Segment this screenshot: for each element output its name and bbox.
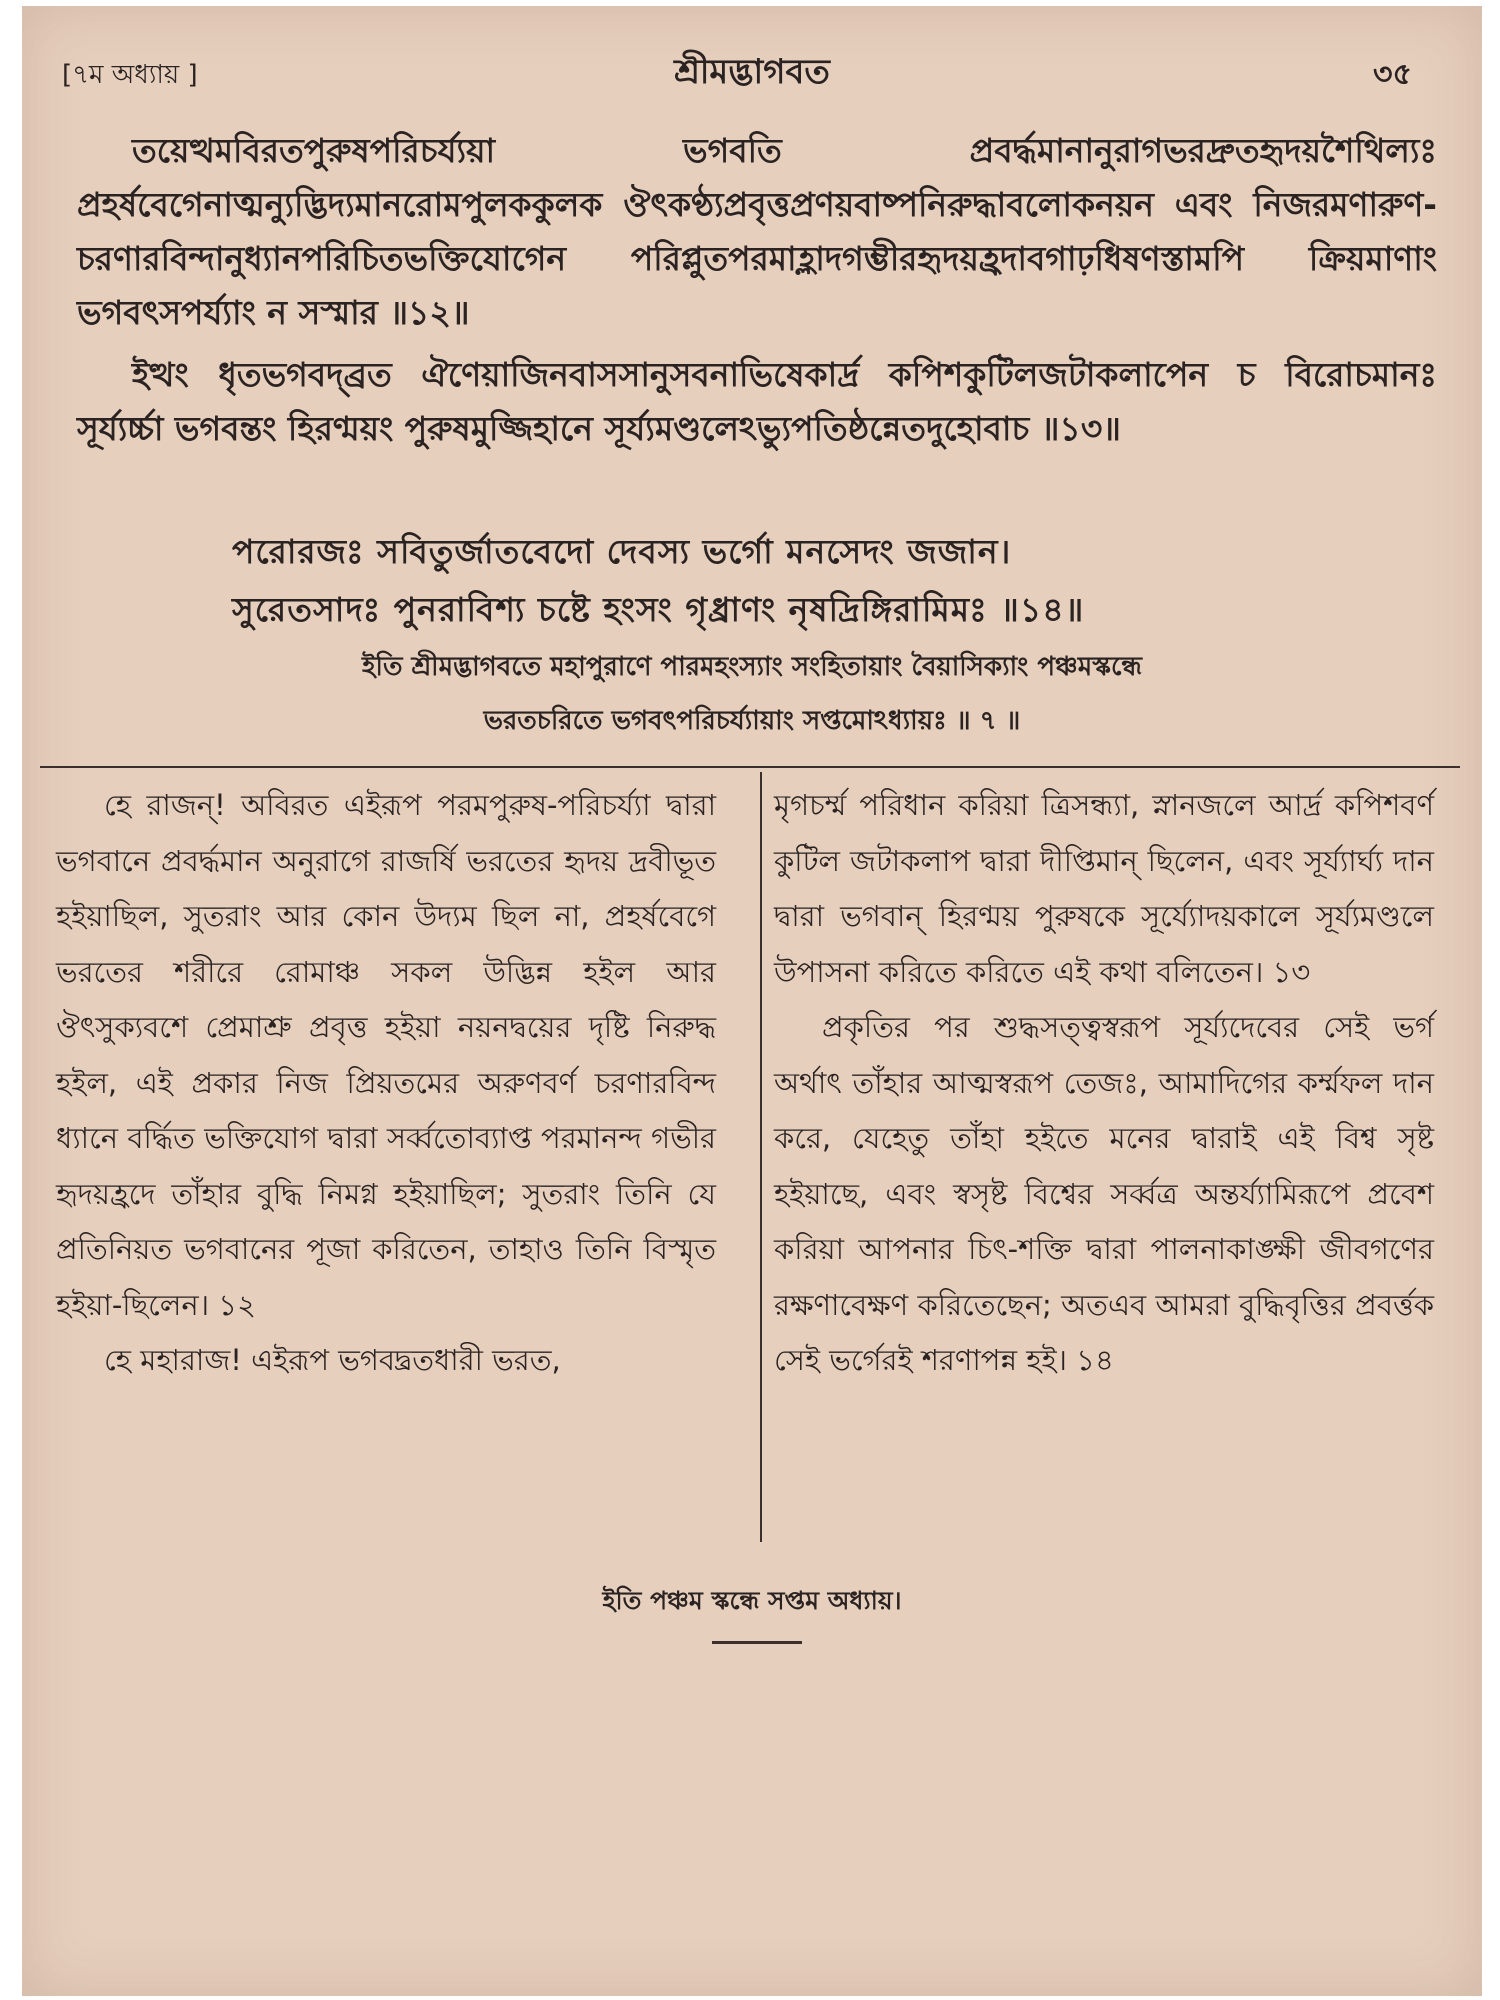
translation-paragraph-12: হে রাজন্! অবিরত এইরূপ পরমপুরুষ-পরিচর্য্যা দ্বারা ভগবানে প্রবর্দ্ধমান অনুরাগে রাজর্ষি ভরতের হৃদয় দ্রবীভূত হইয়াছিল, সুতরাং আর কোন উদ্যম ছিল না, প্রহর্ষবেগে ভরতের শরীরে রোমাঞ্চ সকল উদ্ভিন্ন হইল আর ঔৎসুক্যবশে প্রেমাশ্রু প্রবৃত্ত হইয়া নয়নদ্বয়ের দৃষ্টি নিরুদ্ধ হইল, এই প্রকার নিজ প্রিয়তমের অরুণবর্ণ চরণারবিন্দ ধ্যানে বর্দ্ধিত ভক্তিযোগ দ্বারা সর্ব্বতোব্যাপ্ত পরমানন্দ গভীর হৃদয়হ্রদে তাঁহার বুদ্ধি নিমগ্ন হইয়াছিল; সুতরাং তিনি যে প্রতিনিয়ত ভগবানের পূজা করিতেন, তাহাও তিনি বিস্মৃত হইয়া-ছিলেন। ১২ — [56, 788, 716, 1322]
sloka-line-2: সুরেতসাদঃ পুনরাবিশ্য চষ্টে হংসং গৃধ্রাণং নৃষদ্রিঙ্গিরামিমঃ ॥১৪॥ — [232, 590, 1085, 629]
chapter-label: [৭ম অধ্যায় ] — [62, 60, 198, 90]
colophon-line-2: ভরতচরিতে ভগবৎপরিচর্য্যায়াং সপ্তমোঽধ্যায়ঃ ॥ ৭ ॥ — [483, 706, 1021, 736]
page-header — [42, 46, 1462, 106]
chapter-end-note: ইতি পঞ্চম স্কন্ধে সপ্তম অধ্যায়। — [602, 1586, 902, 1615]
verse-13: ইত্থং ধৃতভগবদ্‌ব্রত ঐণেয়াজিনবাসসানুসবনাভিষেকার্দ্র কপিশকুটিলজটাকলাপেন চ বিরোচমানঃ সূর্য্যর্চ্চা ভগবন্তং হিরণ্ময়ং পুরুষমুজ্জিহানে সূর্য্যমণ্ডলেঽভ্যুপতিষ্ঠন্নেতদুহোবাচ ॥১৩॥ — [77, 355, 1437, 448]
book-page — [22, 6, 1482, 1996]
end-rule — [712, 1641, 802, 1644]
sloka-line-1: পরোরজঃ সবিতুর্জাতবেদো দেবস্য ভর্গো মনসেদং জজান। — [232, 532, 1012, 571]
translation-paragraph-14: প্রকৃতির পর শুদ্ধসত্ত্বস্বরূপ সূর্য্যদেবের সেই ভর্গ অর্থাৎ তাঁহার আত্মস্বরূপ তেজঃ, আমাদিগের কর্ম্মফল দান করে, যেহেতু তাঁহা হইতে মনের দ্বারাই এই বিশ্ব সৃষ্ট হইয়াছে, এবং স্বসৃষ্ট বিশ্বের সর্ব্বত্র অন্তর্য্যামিরূপে প্রবেশ করিয়া আপনার চিৎ-শক্তি দ্বারা পালনাকাঙ্ক্ষী জীবগণের রক্ষণাবেক্ষণ করিতেছেন; অতএব আমরা বুদ্ধিবৃত্তির প্রবর্ত্তক সেই ভর্গেরই শরণাপন্ন হই। ১৪ — [774, 1010, 1434, 1377]
page-title: শ্রীমদ্ভাগবত — [674, 52, 830, 92]
page-number: ৩৫ — [1373, 57, 1412, 92]
column-divider — [760, 772, 762, 1542]
verse-12: তয়েত্থমবিরতপুরুষপরিচর্য্যয়া ভগবতি প্রবর্দ্ধমানানুরাগভরদ্রুতহৃদয়শৈথিল্যঃ প্রহর্ষবেগেনাত্মন্যুদ্ভিদ্যমানরোমপুলককুলক ঔৎকণ্ঠ্যপ্রবৃত্তপ্রণয়বাষ্পনিরুদ্ধাবলোকনয়ন এবং নিজরমণারুণ-চরণারবিন্দানুধ্যানপরিচিতভক্তিযোগেন পরিপ্লুতপরমাহ্লাদগম্ভীরহৃদয়হ্রদাবগাঢ়ধিষণস্তামপি ক্রিয়মাণাং ভগবৎসপর্য্যাং ন সস্মার ॥১২॥ — [77, 131, 1437, 332]
translation-left-column — [56, 778, 716, 1389]
translation-right-column — [774, 778, 1434, 1389]
colophon-line-1: ইতি শ্রীমদ্ভাগবতে মহাপুরাণে পারমহংস্যাং সংহিতায়াং বৈয়াসিক্যাং পঞ্চমস্কন্ধে — [362, 652, 1142, 682]
sanskrit-verse-block — [77, 124, 1437, 456]
section-divider — [40, 766, 1460, 768]
translation-paragraph-13-cont: মৃগচর্ম্ম পরিধান করিয়া ত্রিসন্ধ্যা, স্নানজলে আর্দ্র কপিশবর্ণ কুটিল জটাকলাপ দ্বারা দীপ্তিমান্ ছিলেন, এবং সূর্য্যার্ঘ্য দান দ্বারা ভগবান্ হিরণ্ময় পুরুষকে সূর্য্যোদয়কালে সূর্য্যমণ্ডলে উপাসনা করিতে করিতে এই কথা বলিতেন। ১৩ — [774, 788, 1434, 989]
translation-paragraph-13-start: হে মহারাজ! এইরূপ ভগবদ্ব্রতধারী ভরত, — [104, 1343, 561, 1377]
